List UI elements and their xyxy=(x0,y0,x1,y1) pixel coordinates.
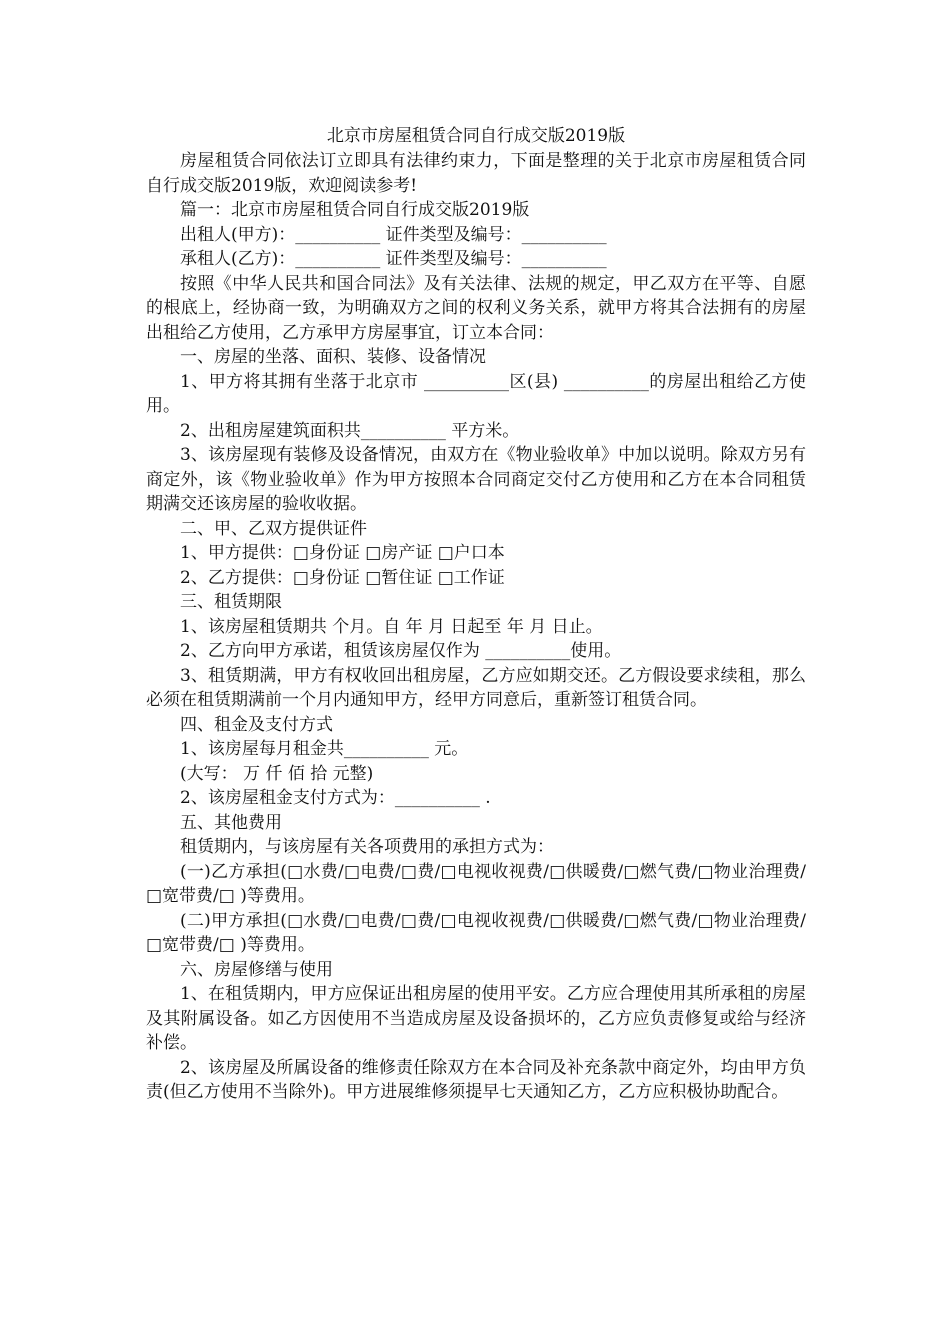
section-heading-4: 四、租金及支付方式 xyxy=(180,714,333,735)
clause-5-2: (二)甲方承担(□水费/□电费/□费/□电视收视费/□供暖费/□燃气费/□物业治理费/□宽带费/□ )等费用。 xyxy=(146,910,806,955)
clause-5-1: (一)乙方承担(□水费/□电费/□费/□电视收视费/□供暖费/□燃气费/□物业治理费/□宽带费/□ )等费用。 xyxy=(146,861,806,906)
clause-4-1-amount-words: (大写： 万 仟 佰 拾 元整) xyxy=(180,763,374,784)
clause-6-1: 1、在租赁期内，甲方应保证出租房屋的使用平安。乙方应合理使用其所承租的房屋及其附属设备。如乙方因使用不当造成房屋及设备损坏的，乙方应负责修复或给与经济补偿。 xyxy=(146,984,806,1053)
clause-1-2: 2、出租房屋建筑面积共__________ 平方米。 xyxy=(180,420,520,441)
lessee-line: 承租人(乙方)：__________ 证件类型及编号：__________ xyxy=(180,249,607,269)
preamble-paragraph: 按照《中华人民共和国合同法》及有关法律、法规的规定，甲乙双方在平等、自愿的根底上，经协商一致，为明确双方之间的权利义务关系，就甲方将其合法拥有的房屋出租给乙方使用，乙方承甲方房屋事宜，订立本合同： xyxy=(146,273,806,343)
clause-2-2: 2、乙方提供：□身份证 □暂住证 □工作证 xyxy=(180,567,505,588)
lessor-line: 出租人(甲方)：__________ 证件类型及编号：__________ xyxy=(180,224,607,245)
section-heading-2: 二、甲、乙双方提供证件 xyxy=(180,518,367,539)
clause-1-3: 3、该房屋现有装修及设备情况，由双方在《物业验收单》中加以说明。除双方另有商定外，该《物业验收单》作为甲方按照本合同商定交付乙方使用和乙方在本合同租赁期满交还该房屋的验收收据。 xyxy=(146,445,806,514)
clause-3-1: 1、该房屋租赁期共 个月。自 年 月 日起至 年 月 日止。 xyxy=(180,616,603,637)
section-heading-5: 五、其他费用 xyxy=(180,812,282,833)
document-page xyxy=(146,124,806,1105)
clause-6-2: 2、该房屋及所属设备的维修责任除双方在本合同及补充条款中商定外，均由甲方负责(但乙方使用不当除外)。甲方进展维修须提早七天通知乙方，乙方应积极协助配合。 xyxy=(146,1057,806,1102)
clause-5-intro: 租赁期内，与该房屋有关各项费用的承担方式为： xyxy=(180,837,554,857)
section-heading-part-one: 篇一：北京市房屋租赁合同自行成交版2019版 xyxy=(180,200,530,220)
document-title: 北京市房屋租赁合同自行成交版2019版 xyxy=(326,126,626,146)
clause-4-2: 2、该房屋租金支付方式为：__________ . xyxy=(180,788,491,808)
section-heading-1: 一、房屋的坐落、面积、装修、设备情况 xyxy=(180,347,486,367)
clause-4-1: 1、该房屋每月租金共__________ 元。 xyxy=(180,739,469,759)
section-heading-3: 三、租赁期限 xyxy=(180,592,282,612)
intro-paragraph: 房屋租赁合同依法订立即具有法律约束力，下面是整理的关于北京市房屋租赁合同自行成交版2019版，欢迎阅读参考! xyxy=(146,151,806,196)
section-heading-6: 六、房屋修缮与使用 xyxy=(180,959,333,980)
clause-3-2: 2、乙方向甲方承诺，租赁该房屋仅作为 __________使用。 xyxy=(180,641,622,661)
clause-1-1: 1、甲方将其拥有坐落于北京市 __________区(县) __________的房屋出租给乙方使用。 xyxy=(146,371,806,416)
clause-3-3: 3、租赁期满，甲方有权收回出租房屋，乙方应如期交还。乙方假设要求续租，那么必须在租赁期满前一个月内通知甲方，经甲方同意后，重新签订租赁合同。 xyxy=(146,665,806,710)
clause-2-1: 1、甲方提供：□身份证 □房产证 □户口本 xyxy=(180,543,505,563)
